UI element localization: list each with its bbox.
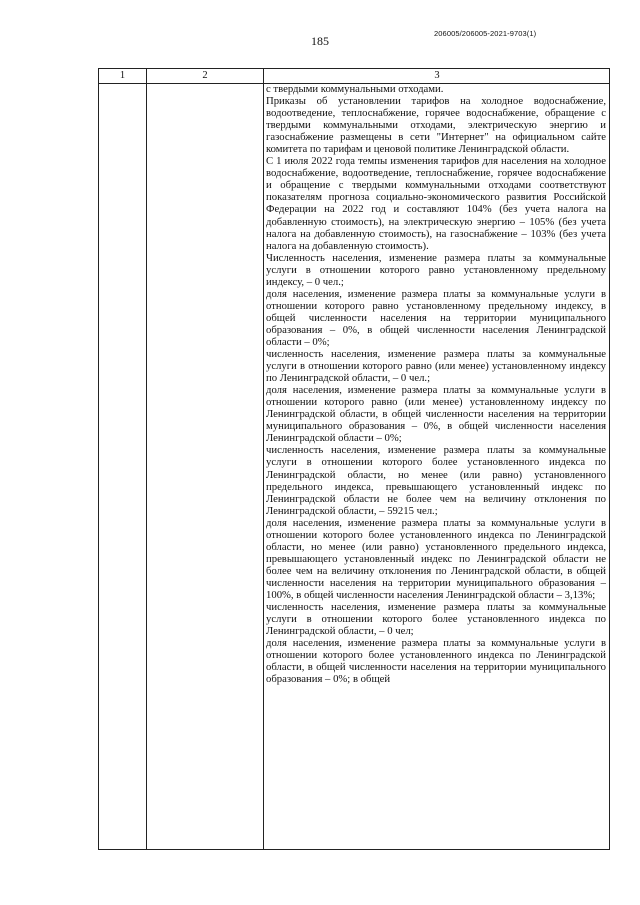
paragraph: С 1 июля 2022 года темпы изменения тарифов для населения на холодное водоснабжение, водоотведение, теплоснабжение, горячее водоснабжение и обращение с твердыми коммунальными отходами соответствуют показателям прогноза социально-экономического развития Российской Федерации на 2022 год и составляют 104% (без учета налога на добавленную стоимость), на электрическую энергию – 105% (без учета налога на добавленную стоимость), на газоснабжение – 103% (без учета налога на добавленную стоимость). [266, 155, 606, 252]
paragraph: доля населения, изменение размера платы за коммунальные услуги в отношении которого равно установленному предельному индексу, в общей численности населения на территории муниципального образования – 0%, в общей численности населения Ленинградской области – 0%; [266, 287, 606, 348]
document-id: 206005/206005-2021-9703(1) [434, 29, 537, 38]
document-table [98, 68, 610, 850]
paragraph: доля населения, изменение размера платы за коммунальные услуги в отношении которого равно (или менее) установленному индексу по Ленинградской области, в общей численности населения на территории муниципального образования – 0%, в общей численности населения Ленинградской области – 0%; [266, 384, 606, 445]
column-header-1: 1 [119, 70, 126, 81]
column-divider [263, 69, 264, 849]
paragraph: доля населения, изменение размера платы за коммунальные услуги в отношении которого более установленного индекса по Ленинградской области, но менее (или равно) установленного предельного индекса, превышающего установленный индекс по Ленинградской области не более чем на величину отклонения по Ленинградской области, в общей численности населения на территории муниципального образования – 100%, в общей численности населения Ленинградской области – 3,13%; [266, 516, 606, 601]
paragraph: доля населения, изменение размера платы за коммунальные услуги в отношении которого более установленного индекса по Ленинградской области, в общей численности населения на территории муниципального образования – 0%; в общей [266, 637, 606, 686]
column-header-3: 3 [434, 70, 440, 81]
paragraph: численность населения, изменение размера платы за коммунальные услуги в отношении которого более установленного индекса по Ленинградской области, но менее (или равно) установленного предельного индекса, превышающего установленный индекс по Ленинградской области не более чем на величину отклонения по Ленинградской области, – 59215 чел.; [266, 444, 606, 517]
column-header-2: 2 [202, 70, 208, 81]
paragraph: численность населения, изменение размера платы за коммунальные услуги в отношении которого более установленного индекса по Ленинградской области, – 0 чел; [266, 601, 606, 638]
page-number: 185 [311, 34, 329, 48]
paragraph: численность населения, изменение размера платы за коммунальные услуги в отношении которого равно (или менее) установленному индексу по Ленинградской области, – 0 чел.; [266, 348, 606, 385]
paragraph: Приказы об установлении тарифов на холодное водоснабжение, водоотведение, теплоснабжение, горячее водоснабжение, обращение с твердыми коммунальными отходами, электрическую энергию и газоснабжение размещены в сети "Интернет" на официальном сайте комитета по тарифам и ценовой политике Ленинградской области. [266, 95, 606, 156]
column-3-content [266, 83, 606, 685]
column-divider [146, 69, 147, 849]
paragraph: Численность населения, изменение размера платы за коммунальные услуги в отношении которого равно установленному предельному индексу, – 0 чел.; [266, 251, 606, 288]
paragraph: с твердыми коммунальными отходами. [266, 83, 444, 95]
